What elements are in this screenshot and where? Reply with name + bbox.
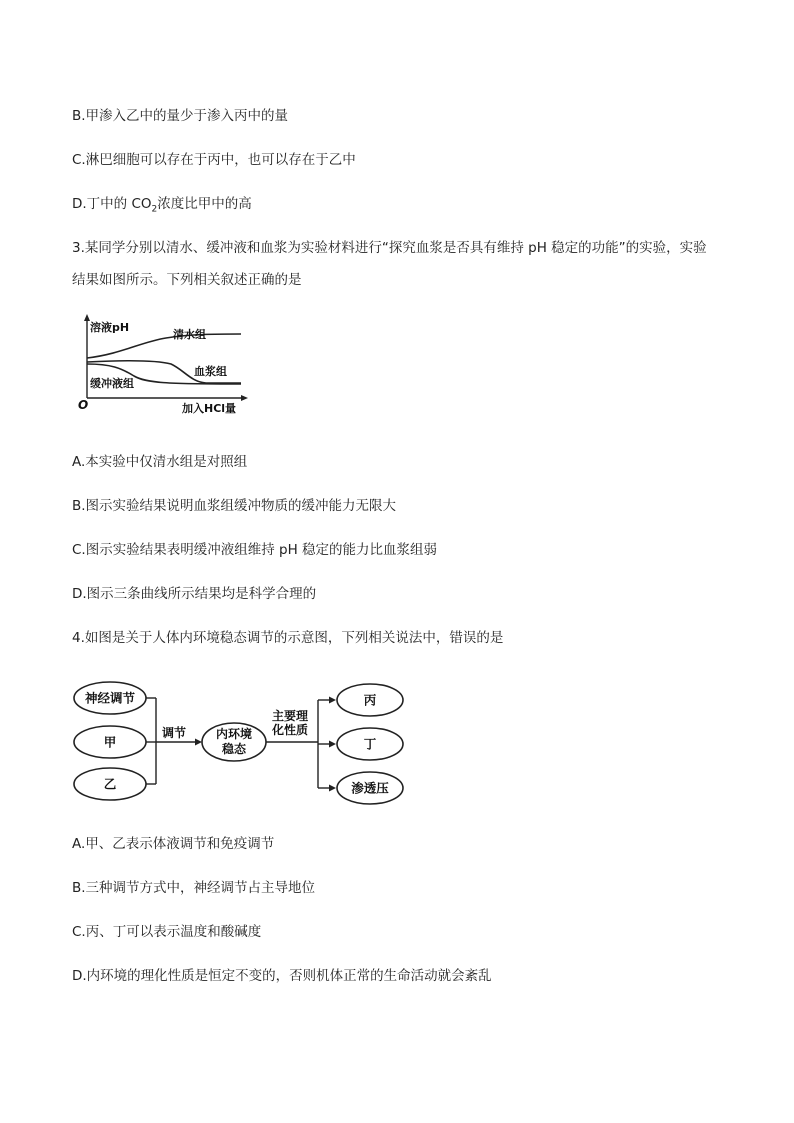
node-osmotic-pressure-label: 渗透压 [351, 780, 389, 796]
q4-option-b: B.三种调节方式中，神经调节占主导地位 [72, 880, 316, 896]
node-bing-label: 丙 [363, 692, 377, 708]
q4-stem: 4.如图是关于人体内环境稳态调节的示意图，下列相关说法中，错误的是 [72, 630, 504, 646]
label-main-properties-2: 化性质 [272, 723, 309, 737]
curve-water-group [87, 334, 241, 358]
node-homeostasis-line1: 内环境 [215, 727, 253, 741]
label-regulate: 调节 [162, 726, 187, 740]
label-plasma-group: 血浆组 [194, 365, 227, 378]
q3-option-d: D.图示三条曲线所示结果均是科学合理的 [72, 586, 317, 602]
y-axis-arrow [84, 314, 90, 321]
q3-stem-line1: 3.某同学分别以清水、缓冲液和血浆为实验材料进行“探究血浆是否具有维持 pH 稳定的功能”的实验，实验 [72, 240, 707, 256]
y-axis-label: 溶液pH [90, 321, 130, 334]
q2-option-b: B.甲渗入乙中的量少于渗入丙中的量 [72, 108, 289, 124]
arrow-regulate-head [195, 739, 202, 746]
node-yi-label: 乙 [103, 776, 117, 792]
node-ding-label: 丁 [363, 736, 377, 752]
q4-option-c: C.丙、丁可以表示温度和酸碱度 [72, 924, 262, 940]
x-axis-label: 加入HCl量 [182, 402, 237, 415]
arrow-ding-head [329, 741, 336, 748]
q3-stem-line2: 结果如图所示。下列相关叙述正确的是 [72, 272, 302, 288]
q2-option-d-suffix: 浓度比甲中的高 [157, 196, 252, 212]
x-axis-arrow [241, 395, 248, 401]
origin-label: O [78, 398, 89, 412]
q2-option-c: C.淋巴细胞可以存在于丙中，也可以存在于乙中 [72, 152, 356, 168]
q4-option-a: A.甲、乙表示体液调节和免疫调节 [72, 836, 275, 852]
node-homeostasis-line2: 稳态 [221, 742, 247, 756]
q3-option-c: C.图示实验结果表明缓冲液组维持 pH 稳定的能力比血浆组弱 [72, 542, 438, 558]
q2-option-d [72, 192, 252, 215]
q3-option-b: B.图示实验结果说明血浆组缓冲物质的缓冲能力无限大 [72, 498, 397, 514]
label-water-group: 清水组 [173, 328, 206, 341]
co2-subscript: 2 [151, 204, 158, 215]
q2-option-d-prefix: D.丁中的 CO [72, 196, 152, 212]
node-neural-regulation-label: 神经调节 [84, 690, 136, 706]
q3-option-a: A.本实验中仅清水组是对照组 [72, 454, 248, 470]
homeostasis-diagram [68, 670, 413, 810]
arrow-bing-head [329, 697, 336, 704]
label-buffer-group: 缓冲液组 [90, 377, 134, 390]
label-main-properties-1: 主要理 [272, 709, 309, 723]
node-jia-label: 甲 [103, 734, 117, 750]
arrow-osmotic-head [329, 785, 336, 792]
q4-option-d: D.内环境的理化性质是恒定不变的，否则机体正常的生命活动就会紊乱 [72, 968, 492, 984]
ph-curve-figure [66, 306, 266, 416]
